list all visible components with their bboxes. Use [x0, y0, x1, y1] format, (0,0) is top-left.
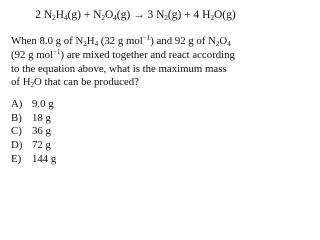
question-subscript: 2 [215, 40, 220, 48]
answer-choice-a[interactable] [11, 98, 56, 112]
answer-choice-d[interactable] [11, 139, 56, 153]
question-fragment: O that can be produced? [34, 76, 139, 89]
equation-subscript: 2 [52, 14, 56, 22]
choice-letter: A) [11, 98, 23, 110]
choice-letter: E) [11, 152, 22, 165]
question-fragment: O [219, 35, 228, 47]
chemical-equation [0, 9, 271, 22]
equation-text: (g) + N [67, 9, 102, 21]
question-fragment: ) and 92 g of N [150, 35, 216, 47]
choice-letter: D) [11, 139, 23, 152]
equation-text: 2 N [35, 9, 53, 21]
equation-subscript: 2 [164, 14, 168, 22]
equation-subscript: 2 [101, 14, 105, 22]
choice-value: 36 g [32, 125, 51, 138]
question-fragment: When 8.0 g of N [11, 35, 84, 47]
question-text [11, 35, 267, 90]
question-fragment: of H [11, 76, 31, 89]
choice-value: 18 g [32, 111, 51, 124]
question-subscript: 2 [30, 81, 34, 90]
question-fragment: H [86, 35, 95, 47]
question-line [11, 35, 267, 49]
answer-choice-b[interactable] [11, 112, 56, 126]
question-subscript: 4 [227, 40, 231, 48]
question-subscript: 2 [83, 40, 87, 48]
answer-choice-c[interactable] [11, 125, 56, 139]
equation-text: O(g) [213, 9, 236, 21]
question-superscript: −1 [53, 47, 61, 56]
equation-subscript: 4 [64, 14, 68, 22]
equation-text: (g) + 4 H [167, 9, 211, 21]
question-subscript: 4 [94, 40, 99, 48]
question-superscript: −1 [142, 34, 151, 42]
equation-text: H [55, 9, 65, 21]
question-line [11, 49, 267, 63]
choice-value: 9.0 g [32, 98, 54, 110]
equation-subscript: 2 [210, 14, 214, 22]
choice-letter: C) [11, 125, 22, 138]
question-fragment: (92 g mol [11, 48, 53, 61]
answer-choice-e[interactable] [11, 153, 56, 167]
choice-letter: B) [11, 111, 22, 124]
question-fragment: (32 g mol [98, 35, 143, 47]
equation-text: 3 N [144, 9, 165, 21]
question-line: to the equation above, what is the maximum mass [11, 62, 227, 75]
reaction-arrow: → [133, 9, 145, 21]
question-line [11, 76, 267, 90]
choice-value: 72 g [32, 139, 51, 152]
equation-subscript: 4 [113, 14, 117, 22]
answer-choices [11, 98, 56, 167]
equation-text: O [104, 9, 114, 21]
choice-value: 144 g [32, 152, 57, 165]
equation-text: (g) [116, 9, 134, 21]
question-fragment: ) are mixed together and react according [60, 48, 235, 61]
